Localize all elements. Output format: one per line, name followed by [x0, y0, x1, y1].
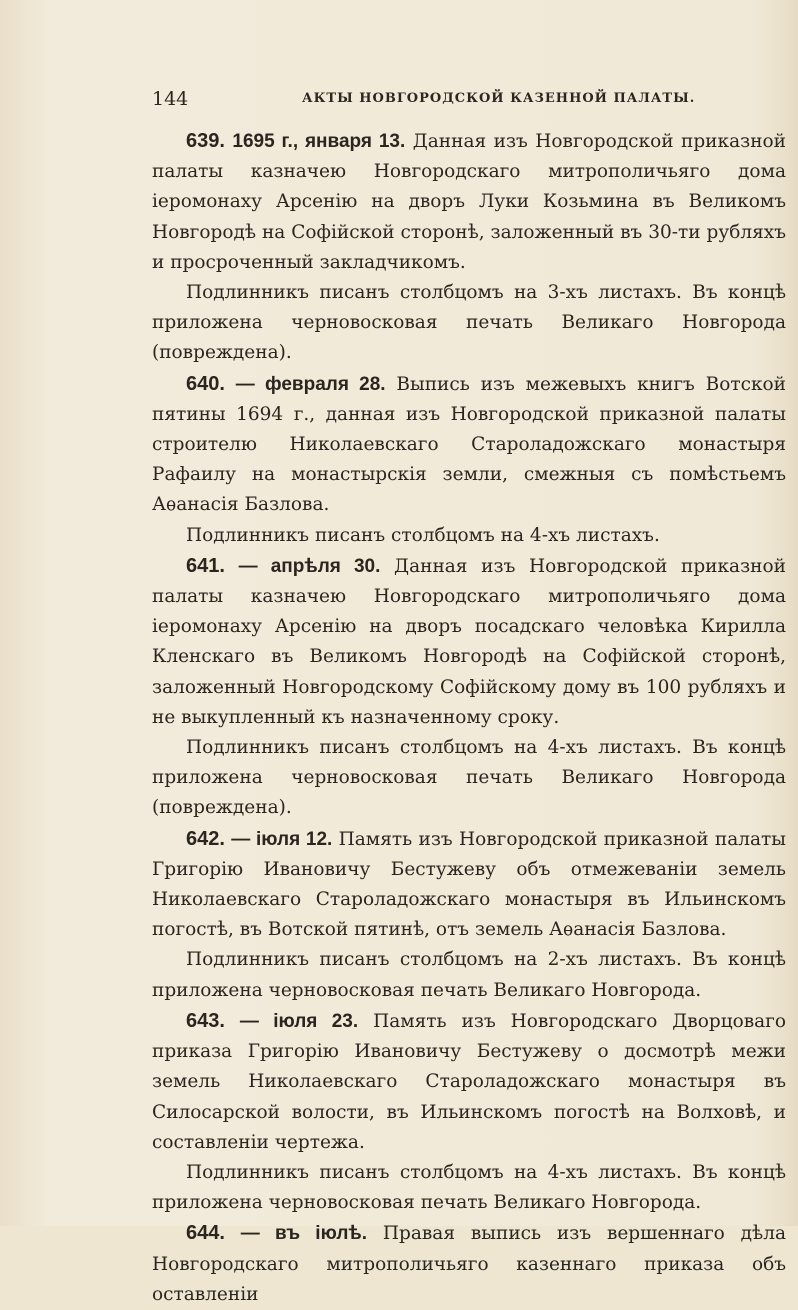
entry-640: [152, 369, 786, 521]
entry-number: 643.: [186, 1009, 225, 1032]
entry-639: [152, 126, 786, 278]
entry-642: [152, 824, 786, 946]
entry-note: Подлинникъ писанъ столбцомъ на 4-хъ листахъ. Въ концѣ приложена черновосковая печать Великаго Новгорода.: [152, 1161, 786, 1214]
entry-text: Правая выпись изъ вершеннаго дѣла Новгородскаго митрополичьяго казеннаго приказа объ оставленіи: [152, 1223, 786, 1305]
entry-number: 644.: [186, 1222, 225, 1245]
entry-number: 639.: [186, 130, 225, 152]
entry-note: Подлинникъ писанъ столбцомъ на 4-хъ листахъ. Въ концѣ приложена черновосковая печать Великаго Новгорода (повреждена).: [152, 737, 786, 819]
entry-text: Данная изъ Новгородской приказной палаты казначею Новгородскаго митрополичьяго дома іеромонаху Арсенію на дворъ посадскаго человѣка Кирилла Кленскаго въ Великомъ Новгородѣ на Софійской сторонѣ, заложенный Новгородскому Софійскому дому въ 100 рубляхъ и не выкупленный къ назначенному сроку.: [152, 555, 786, 728]
entry-note: Подлинникъ писанъ столбцомъ на 3-хъ листахъ. Въ концѣ приложена черновосковая печать Великаго Новгорода (повреждена).: [152, 282, 786, 364]
entry-641: [152, 551, 786, 733]
body-text: [152, 126, 786, 1310]
entry-644: [152, 1218, 786, 1310]
entry-643: [152, 1006, 786, 1158]
page-header: [152, 88, 786, 114]
entry-number: 642.: [186, 827, 225, 850]
entry-text: Выпись изъ межевыхъ книгъ Вотской пятины 1694 г., данная изъ Новгородской приказной палаты строителю Николаевскаго Староладожскаго монастыря Рафаилу на монастырскія земли, смежныя съ помѣстьемъ Аѳанасія Базлова.: [152, 373, 786, 516]
entry-date: — февраля 28.: [235, 373, 386, 395]
entry-number: 641.: [186, 554, 225, 577]
entry-date: 1695 г., января 13.: [232, 131, 406, 152]
entry-date: — въ іюлѣ.: [240, 1223, 368, 1245]
entry-date: — іюля 23.: [239, 1010, 359, 1032]
entry-note: Подлинникъ писанъ столбцомъ на 4-хъ листахъ.: [186, 524, 660, 546]
running-title: АКТЫ НОВГОРОДСКОЙ КАЗЕННОЙ ПАЛАТЫ.: [302, 91, 696, 106]
entry-text: Память изъ Новгородскаго Дворцоваго приказа Григорію Ивановичу Бестужеву о досмотрѣ межи земель Николаевскаго Староладожскаго монастыря въ Силосарской волости, въ Ильинскомъ погостѣ на Волховѣ, и составленіи чертежа.: [152, 1010, 786, 1153]
page-number: 144: [152, 88, 189, 110]
entry-date: — іюля 12.: [231, 828, 333, 850]
entry-note: Подлинникъ писанъ столбцомъ на 2-хъ листахъ. Въ концѣ приложена черновосковая печать Великаго Новгорода.: [152, 949, 786, 1001]
entry-date: — апрѣля 30.: [238, 555, 381, 577]
entry-text: Память изъ Новгородской приказной палаты Григорію Ивановичу Бестужеву объ отмежеваніи земель Николаевскаго Староладожскаго монастыря въ Ильинскомъ погостѣ, въ Вотской пятинѣ, отъ земель Аѳанасія Базлова.: [152, 828, 786, 941]
entry-number: 640.: [186, 372, 225, 395]
entry-text: Данная изъ Новгородской приказной палаты казначею Новгородскаго митрополичьяго дома іеромонаху Арсенію на дворъ Луки Козьмина въ Великомъ Новгородѣ на Софійской сторонѣ, заложенный въ 30-ти рубляхъ и просроченный закладчикомъ.: [152, 131, 786, 273]
